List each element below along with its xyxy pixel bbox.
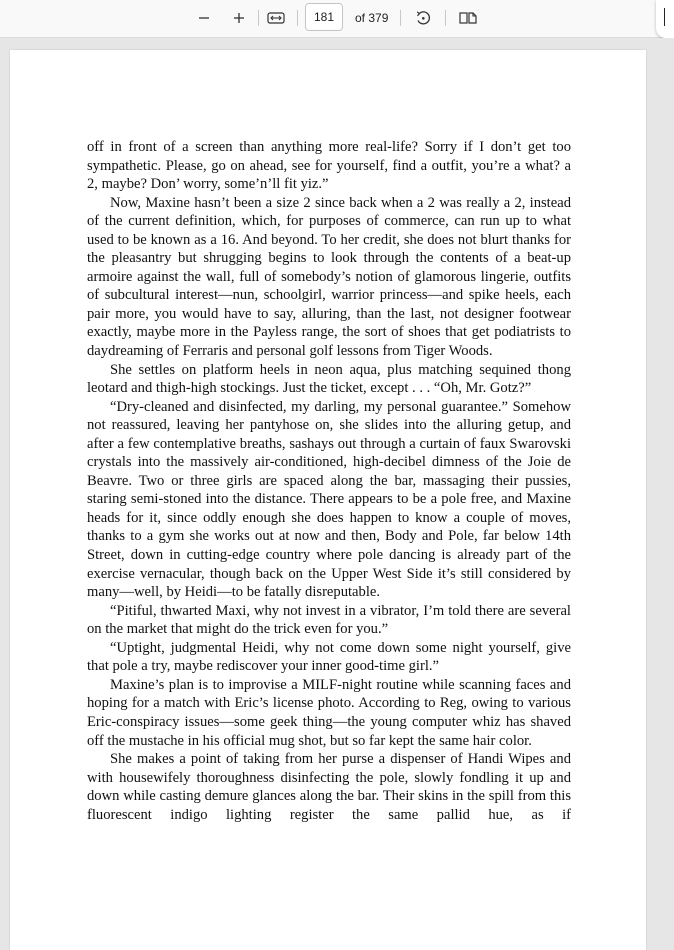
zoom-in-button[interactable]	[225, 5, 253, 31]
plus-icon	[232, 11, 246, 25]
paragraph: She settles on platform heels in neon aqua, plus matching sequined thong leotard and thigh-high stockings. Just the ticket, except . . . “Oh, Mr. Gotz?”	[87, 361, 571, 397]
zoom-out-button[interactable]	[190, 5, 218, 31]
paragraph: Now, Maxine hasn’t been a size 2 since back when a 2 was really a 2, instead of the current definition, which, for purposes of commerce, can run up to what used to be known as a 16. And beyond. To her credit, she does not blurt thanks for the pleasantry but shrugging begins to look through the contents of a beat-up armoire against the wall, full of somebody’s notion of glamorous lingerie, outfits of subcultural interest—nun, schoolgirl, warrior princess—and spike heels, each pair more, you would have to say, alluring, than the last, not designer footwear exactly, maybe more in the Payless range, the sort of shoes that get podiatrists to daydreaming of Ferraris and personal golf lessons from Tiger Woods.	[87, 194, 571, 360]
page-total-label: of 379	[355, 11, 389, 25]
toolbar-divider	[445, 10, 446, 26]
rotate-icon	[415, 10, 431, 26]
document-page	[10, 50, 646, 950]
side-panel-edge[interactable]	[656, 0, 674, 38]
paragraph: “Uptight, judgmental Heidi, why not come down some night yourself, give that pole a try, maybe rediscover your inner good-time girl.”	[87, 639, 571, 675]
fit-width-icon	[267, 11, 285, 25]
text-cursor	[664, 8, 665, 26]
page-text	[87, 138, 571, 824]
page-number-input[interactable]	[305, 3, 343, 31]
paragraph: She makes a point of taking from her purse a dispenser of Handi Wipes and with housewifely thoroughness disinfecting the pole, slowly fondling it up and down while casting demure glances along the bar. Their skins in the spill from this fluorescent indigo lighting register the same pallid hue, as if	[87, 751, 571, 823]
paragraph: “Dry-cleaned and disinfected, my darling, my personal guarantee.” Somehow not reassured, leaving her pantyhose on, she slides into the alluring getup, and after a few contemplative breaths, sashays out through a curtain of faux Swarovski crystals into the massively air-conditioned, high-decibel dimness of the Joie de Beavre. Two or three girls are spaced along the bar, massaging their pussies, staring semi-stoned into the distance. There appears to be a pole free, and Maxine heads for it, since oddly enough she does happen to know a couple of moves, thanks to a gym she works out at now and then, Body and Pole, far below 14th Street, down in cutting-edge country where pole dancing is already part of the exercise vernacular, though back on the Upper West Side it’s still considered by many—well, by Heidi—to be fatally disreputable.	[87, 398, 571, 601]
paragraph: Maxine’s plan is to improvise a MILF-night routine while scanning faces and hoping for a match with Eric’s license photo. According to Reg, owing to various Eric-conspiracy issues—some geek thing—the young computer whiz has shaved off the mustache in his official mug shot, but so far kept the same hair color.	[87, 676, 571, 749]
rotate-button[interactable]	[409, 5, 437, 31]
two-page-view-icon	[459, 11, 477, 25]
toolbar-divider	[258, 10, 259, 26]
paragraph: off in front of a screen than anything more real-life? Sorry if I don’t get too sympathetic. Please, go on ahead, see for yourself, find a outfit, you’re a what? a 2, maybe? Don’ worry, some’n’ll fit yiz.”	[87, 139, 571, 193]
paragraph: “Pitiful, thwarted Maxi, why not invest in a vibrator, I’m told there are several on the market that might do the trick even for you.”	[87, 602, 571, 638]
fit-to-width-button[interactable]	[262, 5, 290, 31]
minus-icon	[197, 11, 211, 25]
toolbar-divider	[297, 10, 298, 26]
document-viewport[interactable]	[0, 38, 674, 935]
toolbar-divider	[400, 10, 401, 26]
page-view-button[interactable]	[454, 5, 482, 31]
pdf-toolbar	[0, 0, 674, 38]
